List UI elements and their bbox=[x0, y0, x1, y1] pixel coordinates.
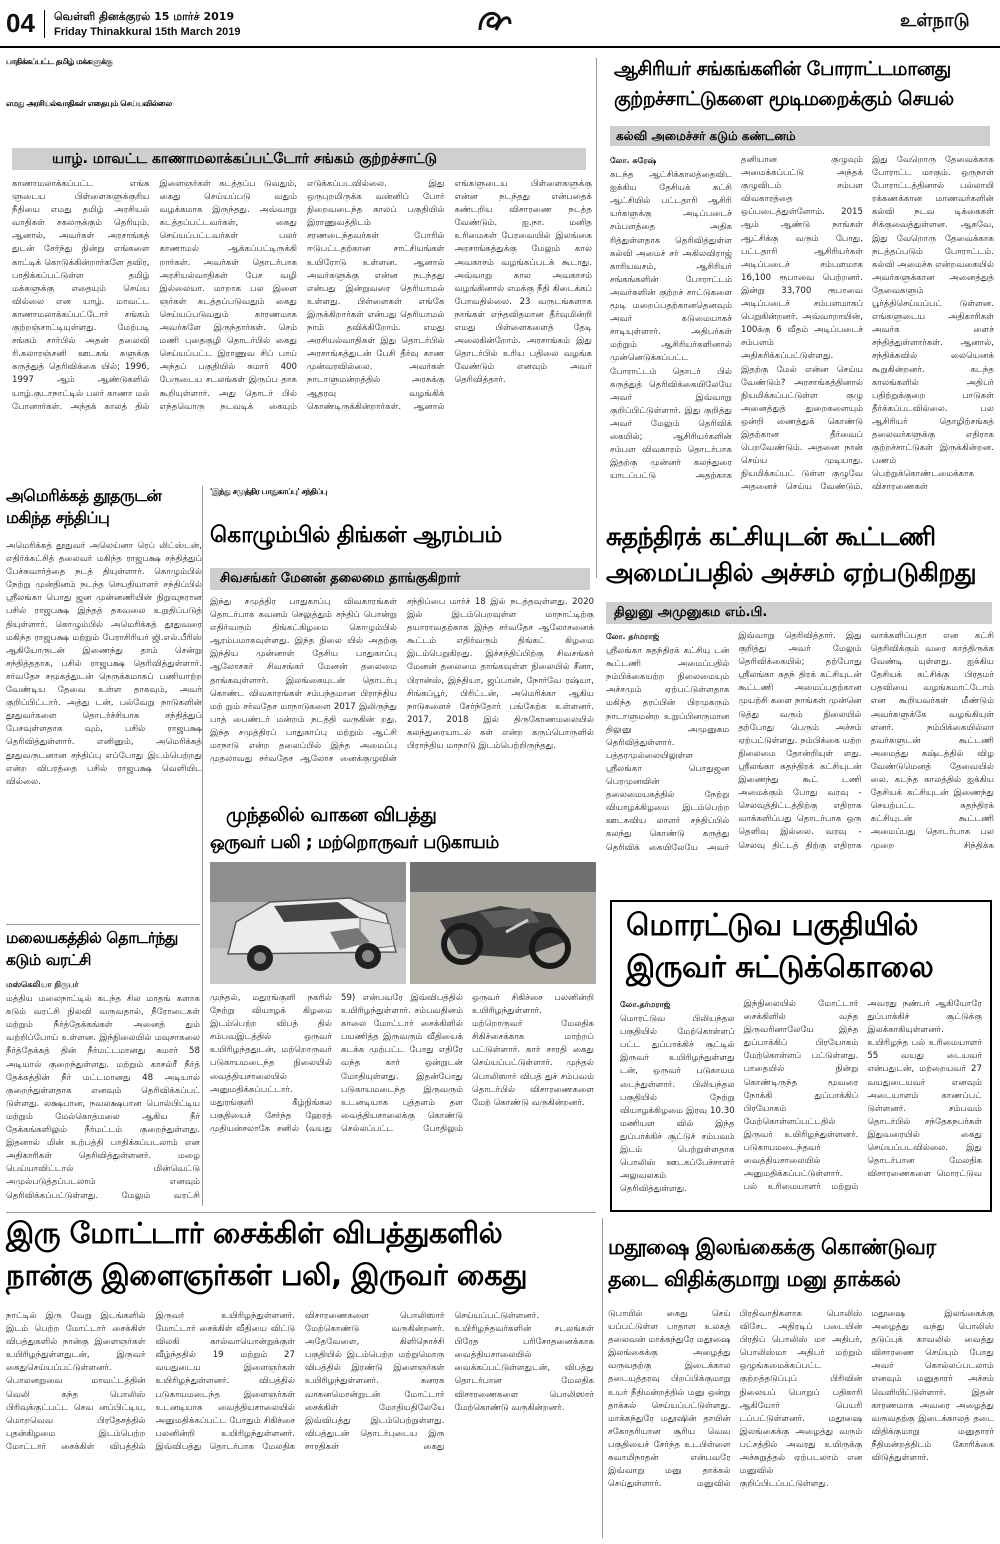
article-mundal-accident bbox=[210, 806, 596, 1206]
headline-line-1: மொரட்டுவ பகுதியில் bbox=[626, 908, 919, 943]
headline-line-1: 'இந்து சமுத்திர பாதுகாப்பு' சந்திப்பு bbox=[210, 487, 328, 496]
article-slfp bbox=[600, 524, 996, 864]
subheadline: கல்வி அமைச்சர் கடும் கண்டனம் bbox=[610, 126, 990, 146]
headline-line-1: சுதந்திரக் கட்சியுடன் கூட்டணி bbox=[606, 522, 936, 551]
article-motorcycle bbox=[6, 1218, 596, 1540]
headline-line-1: அமெரிக்கத் தூதருடன் bbox=[6, 486, 162, 505]
date-english: Friday Thinakkural 15th March 2019 bbox=[54, 26, 241, 38]
masthead-divider bbox=[44, 10, 45, 38]
headline-line-1: பாதிக்கப்பட்ட தமிழ் மக்களுக்கு bbox=[6, 57, 113, 66]
brand-logo-icon bbox=[476, 6, 514, 38]
article-body: டுபாயில் கைது செய் யப்பட்டுள்ள பாதாள உலகத் தலைவன் மாக்கந்துரே மதூஷை இலங்கைக்கு அழைத்து வருவதற்கு இடைக்கால தடையுத்தரவு பிறப்பிக்குமாறு உயர் நீதிமன்றத்தில் மனு ஒன்று தாக்கல் செய்யப்பட்டுள்ளது. மாக்கந்துரே மதூஷின் தாயின் சகோதரியான சூரிய வெவ பகுதியைச் சேர்ந்த உடபிள்ளை சுவாமிநாதன் என்பவரே இவ்வாறு மனு தாக்கல் செய்துள்ளார். மனுவில் பிரதிவாதிகளாக பொலிஸ் விசேட அதிரடிப் படையின் பிரதிப் பொலிஸ் மா அதிபர், பொலிஸ்மா அதிபர் மற்றும் ஒழுங்கமைக்கப்பட்ட குற்றத்தடுப்புப் பிரிவின் நிலையப் பொறுப் பதிகாரி ஆகியோர் பெயரி டப்பட்டுள்ளனர். மதூஷை இலங்கைக்கு அழைத்து வரும் பட்சத்தில் அவரது உயிருக்கு அச்சுறுத்தல் ஏற்படலாம் என மனுவில் குறிப்பிடப்பட்டுள்ளது. மதூஷை இலங்கைக்கு அழைத்து வந்து பொலிஸ் தடுப்புக் காவலில் வைத்து விசாரணை செய்யும் போது அவர் கொல்லப்படலாம் எனவும் மனுதாரர் அச்சம் வெளியிட்டுள்ளார். இதன் காரணமாக அவரை அழைத்து வருவதற்கு இடைக்காலத் தடை விதிக்குமாறு மனுதாரர் நீதிமன்றத்திடம் கோரிக்கை விடுத்துள்ளார். bbox=[608, 1309, 994, 1490]
article-text: மொரட்டுவ பிலியந்தல பகுதியில் மேற்கொள்ளப் பட்ட துப்பாக்கிச் சூட்டில் இருவர் உயிரிழந்துள்ளது டன், ஒருவர் படுகாயம டைந்துள்ளார். பிலியந்தல பகுதியில் நேற்று வியாழக்கிழமை இரவு 10.30 மணியள வில் இந்த துப்பாக்கிச் சூட்டுச் சம்பவம் இடம் பெற்றுள்ளதாக பொலிஸ் ஊடகப்பேச்சாளர் அலுவலகம் தெரிவித்துள்ளது. இந்நிலையில் மோட்டார் சைக்கிளில் வந்த இருவரினாலேயே இந்த துப்பாக்கிப் பிரயோகம் மேற்கொள்ளப் பட்டுள்ளது. பாதையில் நின்று கொண்டிருந்த மூவரை நோக்கி துப்பாக்கிப் பிரயோகம் மேற்கொள்ளப்பட்டதில் இருவர் உயிரிழந்துள்ளனர். படுகாயமடைந்தவர் வைத்தியசாலையில் அனுமதிக்கப்பட்டுள்ளார். பல் உரிமையாளர் மற்றும் அவரது நண்பர் ஆகியோரே துப்பாக்கிச் சூட்டுக்கு இலக்காகியுள்ளனர். உயிரிழந்த பல் உரிமையாளர் 55 வயது டையவர் என்பதுடன், மற்றையவர் 27 வயதுடையவர் எனவும் அடையாளம் காணப்பட் டுள்ளனர். சம்பவம் தொடர்பில் சந்தேகநபர்கள் இதுவரையில் கைது செய்யப்படவில்லை. இது தொடர்பான மேலதிக விசாரணைகளை மொரட்டுவ bbox=[620, 999, 982, 1195]
accident-motorcycle-photo bbox=[410, 862, 596, 984]
article-body bbox=[606, 630, 994, 860]
article-text: கடந்த ஆட்சிக்காலத்தைவிட ஐக்கிய தேசியக் கட்சி ஆட்சியில் பட்டதாரி ஆசிரி யர்களுக்கு அடிப்படைச் சம்பளத்தை அதிக ரித்துள்ளதாக தெரிவித்துள்ள கல்வி அமைச் சர் அகிலவிராஜ் காரியவசம், ஆசிரியர் சங்கங்களின் போராட்டம் அவர்களின் குற்றச் சாட்டுகளை மூடி மறைப்பதற்கானதெனவும் அவர் கடுமையாகச் சாடியுள்ளார். அதிபர்கள் மற்றும் ஆசிரியர்களினால் முன்னெடுக்கப்பட்ட போராட்டம் தொடர் பில் கருத்துத் தெரிவிக்கையிலேயே அவர் இவ்வாறு குறிப்பிட்டுள்ளார். இது குறித்து அவர் மேலும் தெரிவிக் கையில்; ஆசிரியர்களின் சம்பள விவகாரம் தொடர்பாக இதற்கு முன்னர் கலந்துரை யாடப்பட்டு அதற்காக தனியான குழுவும் அமைக்கப்பட்டு அந்தக் குழுவிடம் சம்பள விவகாரத்தை ஒப்படைத்துள்ளோம். 2015 ஆம் ஆண்டு நாங்கள் ஆட்சிக்கு வரும் போது, பட்டதாரி ஆசிரியர்கள் அடிப்படைச் சம்பளமாக 16,100 ரூபாவை பெற்றனர். இன்று 33,700 ரூபாவை அடிப்படைச் சம்பளமாகப் பெறுகின்றனர். அவ்வாறாயின், 100க்கு 6 வீதம் அடிப்படைச் சம்பளம் அதிகரிக்கப்பட்டுள்ளது. இதற்கு மேல் என்ன செய்ய வேண்டும்? அரசாங்கத்தினால் நியமிக்கப்பட்டுள்ள குழு அனைத்துத் துறைகளையும் ஒன்றி ணைத்துக் கொண்டு இதற்கான தீர்வைப் பெறவேண்டும். அதனை நான் செய்ய முடியாது. நியமிக்கப்பட் டுள்ள குழுவே அதனைச் செய்ய வேண்டும். இது வேறொரு தேவைக்காக போராட்ட மாகும். ஒருநாள் போராட்டத்தினால் பல்லாயி ரக்கணக்கான மாணவர்களின் கல்வி நடவ டிக்கைகள் சிக்குவைத்துள்ளன. ஆகவே, இது வேறொரு தேவைக்காக நடத்தப்படும் போராட்டம். கல்வி அமைச்சு என்றவகையில் அவர்களுக்கான அனைத்துத் தேவைகளும் பூர்த்திசெய்யப்பட் டுள்ளன. எங்களுடைய அதிகாரிகள் அவர்க ளைச் சந்தித்துள்ளார்கள். ஆனால், சந்திக்கவில் லையெனக் கூறுகின்றனர். கடந்த காலங்களில் அதிபர் பதிற்றுக்குறை பாடுகள் தீர்க்கப்படவில்லை. பல ஆசிரியர் தொழிற்சங்கத் தலைவர்களுக்கு எதிராக குற்றச்சாட்டுகள் இருக்கின்றன. பணம் பெற்றுக்கொண்டமைக்காக விசாரணைகள் bbox=[610, 155, 994, 493]
article-indian-ocean bbox=[210, 488, 596, 788]
article-tamil-people bbox=[6, 58, 592, 438]
headline-line-2: தடை விதிக்குமாறு மனு தாக்கல் bbox=[608, 1267, 901, 1291]
column-divider bbox=[202, 486, 203, 1206]
headline-line-1: இரு மோட்டார் சைக்கிள் விபத்துகளில் bbox=[6, 1216, 503, 1250]
byline: லோ.தர்மராஜ் bbox=[620, 1000, 671, 1009]
column-divider bbox=[596, 58, 597, 578]
headline-line-2: இருவர் சுட்டுக்கொலை bbox=[626, 950, 934, 985]
byline: லோ. தர்மராஜ் bbox=[606, 632, 660, 641]
masthead bbox=[0, 0, 1000, 50]
headline-line-2: மகிந்த சந்திப்பு bbox=[6, 508, 110, 527]
headline-line-2: எமது அரசியல்வாதிகள் எதையும் செய்யவில்லை bbox=[6, 99, 172, 108]
date-tamil: வெள்ளி தினக்குரல் 15 மார்ச் 2019 bbox=[54, 10, 235, 23]
headline-line-2: நான்கு இளைஞர்கள் பலி, இருவர் கைது bbox=[6, 1258, 527, 1292]
article-body bbox=[610, 154, 994, 496]
column-divider bbox=[602, 1218, 603, 1538]
subheadline: திலுனு அமுனுகம எம்.பி. bbox=[606, 602, 992, 624]
article-us-ambassador bbox=[6, 488, 206, 918]
headline-line-2: கொழும்பில் திங்கள் ஆரம்பம் bbox=[210, 523, 502, 548]
article-text: ஸ்ரீலங்கா சுதந்திரக் கட்சியு டன் கூட்டணி அமைப்பதில் நம்பிக்கையற்ற நிலைமையும் அச்சமும் ஏற்பட்டுள்ளதாக மகிந்த தரப்பின் பிரமுகரும் நாடாளுமன்ற உறுப்பினருமான திலுனு அமுனுகம தெரிவித்துள்ளார். பத்தரமுல்லையிலுள்ள ஸ்ரீலங்கா பொதுஜன பெரமுனவின் தலைமையகத்தில் நேற்று வியாழக்கிழமை இடம்பெற்ற ஊடகவிய லாளர் சந்திப்பில் கலந்து கொண்டு கருத்து தெரிவிக் கையிலேயே அவர் இவ்வாறு தெரிவித்தார். இது குறித்து அவர் மேலும் தெரிவிக்கையில்; தற்போது ஸ்ரீலங்கா சுதந் திரக் கட்சியுடன் கூட்டணி அமைப்பதற்கான முயற்சி களை நாங்கள் முன்னெ டுத்து வரும் நிலையில் தற்போது பெரும் அச்சம் ஏற்பட்டுள்ளது. நம்பிக்கை யற்ற நிலைமை தோன்றியுள் ளது. ஸ்ரீலங்கா சுதந்திரக் கட்சியுடன் இணைந்து கூட் டணி அமைக்கும் போது வரவு - செலவுத்திட்டத்திற்கு எதிராக வாக்களிப்பது தொடர்பாக ஒரு தெளிவு இல்லை. வரவு - செலவு திட்டத் திற்கு எதிராக வாக்களிப்பதா என கட்சி தெரிவிக்கும் வரை காத்திருக்க வேண்டி யுள்ளது. ஐக்கிய தேசியக் கட்சிக்கு பிரதமர் பதவியை வழங்கமாட்டோம் என கூறியவர்கள் மீண்டும் அவர்களுக்கே வழங்கியுள் ளனர். நம்பிக்கையில்லா தவர்களுடன் கூட்டணி அமைத்து கஷ்டத்தில் விழ வேண்டுமெனத் தேவையில் லை. கடந்த காலத்தில் ஐக்கிய தேசியக் கட்சியுடன் இணைந்து செயற்பட்ட சுதந்திரக் கட்சியுடன் கூட்டணி அமைப்பது தொடர்பாக பல முறை சிந்திக்க bbox=[606, 631, 994, 853]
headline-line-2: குற்றச்சாட்டுகளை மூடிமறைக்கும் செயல் bbox=[614, 88, 954, 110]
masthead-rule bbox=[0, 46, 1000, 48]
article-body bbox=[620, 998, 982, 1204]
headline-line-2: கடும் வரட்சி bbox=[6, 951, 91, 969]
byline: மஸ்கெலியா நிருபர் bbox=[6, 980, 79, 989]
article-body: அமெரிக்கத் தூதுவர் அலெய்னா ரெப் லிட்ஸ்டன், எதிர்க்கட்சித் தலைவர் மகிந்த ராஜபக்ஷ சந்தித்துப் பேச்சுவார்த்தை நடத் தியுள்ளார். கொழும்பில் நேற்று முன்தினம் நடந்த செயதியாளர் சந்திப்பில் ஸ்ரீலங்கா பொது ஜன முன்னணியின் நிறுவுநரான பசில் ராஜபக்ஷ இந்தத் தகவலை உறுதிப்படுத் தியுள்ளார். கொழும்பில் அமெரிக்கத் தூதுவரை மகிந்த ராஜபக்ஷ மற்றும் பேராசிரியர் ஜி.எல்.பீரிஸ் ஆகியோருடன் இணைந்து தாம் சென்று சந்தித்ததாக, பசில் ராஜபக்ஷ தெரிவித்துள்ளார். சர்வதேச சமூகத்துடன் நெருக்கமாகப் பணியாற்ற வேண்டிய தேவை உள்ள தாகவும், அவர் குறிப்பிட்டார். அத்து டன், பல்வேறு நாடுகளின் தூதுவர்களை தொடர்ச்சியாக சந்தித்துப் பேசவுள்ளதாக வும், பசில் ராஜபக்ஷ தெரிவித்துள்ளார். எனினும், அமெரிக்கத் தூதுவருடனான சந்திப்பு எப்போது இடம்பெற்றது என்ற விபரத்தை பசில் ராஜபக்ஷ வெளியிட வில்லை. bbox=[6, 541, 202, 787]
headline-line-2: ஒருவர் பலி ; மற்றொருவர் படுகாயம் bbox=[210, 833, 499, 853]
article-body bbox=[6, 978, 200, 1202]
headline-line-1: ஆசிரியர் சங்கங்களின் போராட்டமானது bbox=[614, 58, 951, 80]
article-text: மத்திய மலைநாட்டில் கடந்த சில மாதங் களாக கடும் வரட்சி நிலவி வருவதால், நீரோடைகள் மற்றும் நீர்த்தேக்கங்கள் அனைத் தும் வற்றிப்போய் உள்ளன. இந்நிலையில் மவுசாகலை நீர்த்தேக்கத் தின் நீர்மட்டமானது சுமார் 58 அடியால் குறைந்துள்ளது. மற்றும் காசல்ரீ நீர்த் தேக்கத்தின் நீர் மட்டமானது 48 அடியால் குறைந்துள்ளதாக எனவும் தெரிவிக்கப்பட் டுள்ளது. லக்ஷபான, நவலக்ஷபான பொல்பிட்டிய மற்றும் மேல்கொத்மலை ஆகிய நீர் தேக்கங்களிலும் நீர்மட்டம் குறைந்துள்ளது. இதனால் மின் உற்பத்தி பாதிக்கப்படலாம் என அதிகாரிகள் தெரிவித்துள்ளனர். மழை பெய்யாவிட்டால் மின்வெட்டு அமுல்படுத்தப்படலாம் எனவும் தெரிவிக்கப்பட்டுள்ளது. மேலும் வரட்சி bbox=[6, 994, 200, 1201]
article-body: இந்து சமுத்திர பாதுகாப்பு விவகாரங்கள் தொடர்பாக கவனம் செலுத்தும் சந்திப் பொன்று எதிர்வரும் திங்கட்கிழமை கொழும்பில் ஆரம்பமாகவுள்ளது. இந்த நிலை யில் அதற்கு இந்திய முன்னாள் தேசிய பாதுகாப்பு ஆலோசகர் சிவசங்கர் மேனன் தலைமை தாங்கவுள்ளார். இலங்கையுடன் தொடர்பு கொண்ட விவகாரங்கள் சம்பந்தமான பிராந்திய மற் றும் சர்வதேச மாநாடுகளை 2017 இலிருந்து பாத் பைண்டர் மன்றம் நடத்தி வருகின் றது. இந்த சமுத்திரப் பாதுகாப்பு மற்றும் ஆட்சி மாநாடு என்ற தலைப்பில் இந்த அமைப்பு முதலாவது சர்வதேச ஆலோச னைக்குழுவின் சந்திப்பை மார்ச் 18 இல் நடத்தவுள்ளது. 2020 இல் இடம்பெறவுள்ள மாநாட்டிற்கு தயாராவதற்காக இந்த சர்வதேச ஆலோசனைக் கூட்டம் எதிர்வரும் திங்கட் கிழமை இடம்பெறுகிறது. இச்சந்திப்பிற்கு சிவசங்கர் மேனன் தலைமை தாங்கவுள்ள நிலையில் சீனா, பிரான்ஸ், இந்தியா, ஜப்பான், நோர்வே ரஷ்யா, சிங்கப்பூர், பிரிட்டன், அமெரிக்கா ஆகிய நாடுகளைச் சேர்ந்தோர் பங்கேற்க உள்ளனர். 2017, 2018 இல் திருகோணமலையில் கலந்துரையாடல் கள் என்ற கருப்பொருளில் பிராந்திய மாநாடு இடம்பெற்றிருந்தது. bbox=[210, 597, 594, 765]
section-name: உள்நாடு bbox=[900, 10, 970, 31]
article-teachers bbox=[602, 60, 996, 500]
article-moratuwa-box bbox=[610, 900, 992, 1212]
headline-line-2: அமைப்பதில் அச்சம் ஏற்படுகிறது bbox=[606, 558, 977, 587]
subheadline: யாழ். மாவட்ட காணாமலாக்கப்பட்டோர் சங்கம் குற்றச்சாட்டு bbox=[12, 148, 586, 170]
headline-line-1: மலையகத்தில் தொடர்ந்து bbox=[6, 929, 178, 947]
byline: லோ. சுரேஷ் bbox=[610, 156, 657, 165]
article-body: நாட்டில் இரு வேறு இடங்களில் இடம் பெற்ற மோட்டார் சைக்கிள் விபத்துகளில் நான்கு இளைஞர்கள் உயிரிழந்துள்ளதுடன், இருவர் கைதுசெய்யப்பட்டுள்ளனர். பொலனறுவை மாவட்டத்தின் வெலி கந்த பொலிஸ் பிரிவுக்குட்பட்ட செவ னப்பிட்டிய, மொறவெவ பிரதேசத்தில் புதன்கிழமை இடம்பெற்ற மோட்டார் சைக்கிள் விபத்தில் இருவர் உயிரிழந்துள்ளனர். மோட்டார் சைக்கிள் வீதியை விட்டு விலகி கால்வாயொன்றுக்குள் வீழ்ந்ததில் 19 மற்றும் 27 வயதுடைய இளைஞர்கள் உயிரிழந்துள்ளனர். விபத்தில் படுகாயமடைந்த இளைஞர்கள் உடனடியாக வைத்தியசாலையில் அனுமதிக்கப்பட்ட போதும் சிகிச்சை பலனின்றி உயிரிழந்துள்ளனர். இவ்விபத்து தொடர்பாக மேலதிக விசாரணைகளை பொலிஸார் மேற்கொண்டு வருகின்றனர். அதேவேளை, கிளிநொச்சி பகுதியில் இடம்பெற்ற மற்றுமொரு விபத்தில் இரண்டு இளைஞர்கள் உயிரிழந்துள்ளனர். கனரக வாகனமொன்றுடன் மோட்டார் சைக்கிள் மோதியதிலேயே இவ்விபத்து இடம்பெற்றுள்ளது. விபத்துடன் தொடர்புடைய இரு சாரதிகள் கைது செய்யப்பட்டுள்ளனர். உயிரிழந்தவர்களின் சடலங்கள் பிரேத பரிசோதனைக்காக வைத்தியசாலையில் வைக்கப்பட்டுள்ளதுடன், விபத்து தொடர்பான மேலதிக விசாரணைகளை பொலிஸார் மேற்கொண்டு வருகின்றனர். bbox=[6, 1311, 594, 1452]
headline-line-1: மதூஷை இலங்கைக்கு கொண்டுவர bbox=[608, 1235, 936, 1259]
article-body: முந்தல், மதுரங்குளி நகரில் நேற்று வியாழக் கிழமை இடம்பெற்ற விபத் தில் சம்பவஇடத்தில் ஒருவர் உயிரிழந்ததுடன், மற்றொருவர் படுகாயமடைந்த நிலையில் வைத்தியசாலையில் அனுமதிக்கப்பட்டார். மதுரங்குளி கீழ்நிங்கல பகுதியைச் சேர்ந்த ஹேரத் முதியன்சலாகே சனில் (வயது 59) என்பவரே இவ்விபத்தில் உயிரிழந்துள்ளார். சம்பவதினம் காலை மோட்டார் சைக்கிளில் பயணித்த இருவரும் வீதியைக் கடக்க முற்பட்ட போது எதிரே வந்த கார் ஒன்றுடன் மோதியுள்ளது. இதன்போது படுகாயமடைந்த இருவரும் உடனடியாக புத்தளம் தள வைத்தியசாலைக்கு கொண்டு செல்லப்பட்ட போதிலும் ஒருவர் சிகிச்சை பலனின்றி உயிரிழந்துள்ளார். மற்றொருவர் மேலதிக சிகிச்சைக்காக மாற்றப் பட்டுள்ளார். கார் சாரதி கைது செய்யப்பட்டுள்ளார். முந்தல் பொலிஸார் விபத் துச் சம்பவம் தொடர்பில் விசாரணைகளை மேற் கொண்டு வருகின்றனர். bbox=[210, 993, 594, 1134]
accident-car-photo bbox=[210, 862, 406, 984]
section-rule bbox=[6, 1212, 596, 1213]
section-rule bbox=[6, 924, 200, 925]
article-madush bbox=[608, 1236, 996, 1540]
headline-line-1: முந்தலில் வாகன விபத்து bbox=[226, 804, 437, 826]
page-number: 04 bbox=[6, 8, 35, 38]
article-hill-drought bbox=[6, 930, 200, 1206]
subheadline: சிவசங்கர் மேனன் தலைமை தாங்குகிறார் bbox=[210, 568, 590, 590]
article-body: காணாமலாக்கப்பட்ட எங்க ளுடைய பிள்ளைகளுக்குரிய நீதியை எமது தமிழ் அரசியல் வாதிகள் சகலருக்கும் தெரியும். ஆனால், அவர்கள் அரசாங்கத் துடன் சேர்ந்து நின்று எங்களை காட்டிக் கொடுக்கின்றார்களே தவிர, பாதிக்கப்பட்டுள்ள தமிழ் மக்களுக்கு எதையும் செய்ய வில்லை என யாழ். மாவட்ட காணாமலாக்கப்பட்டோர் சங்கம் குற்றஞ்சாட்டியுள்ளது. மேற்படி சங்கம் சார்பில் அதன் தலைவி ரி.கலாரஞ்சனி ஊடகங் களுக்கு கருத்துத் தெரிவிக்கை யில்; 1996, 1997 ஆம் ஆண்டுகளில் யாழ்.குடாநாட்டில் பலர் காணா மல் போனார்கள். அந்தக் காலத் தில் இளைஞர்கள் கடத்தப்ப டுவதும், கைது செய்யப்படு வதும் வழக்கமாக இருந்தது. அவ்வாறு கடத்தப்பட்டவர்கள், கைது செய்யப்பட்டவர்கள் பலர் காணாமல் ஆக்கப்பட்டிருக்கி றார்கள். அவர்கள் தொடர்பாக அரசியல்வாதிகள் பேச வழி இல்லையா. மாறாக பல இளை ஞர்கள் கடத்தப்படுவதும் கைது செய்யப்படுவதும் காரணமாக அவர்களே இருந்தார்கள். செம் மணி புதைகுழி தொடர்பில் கைது செய்யப்பட்ட இராணுவ சிப் பாய் அந்தப் பகுதியில் சுமார் 400 பேருடைய சடலங்கள் இருப்ப தாக கூறியுள்ளார். அது தொடர் பில் எந்தவொரு நடவடிக் கையும் எடுக்கப்படவில்லை. இது ஒருபுறமிருக்க வன்னிப் போர் நிறைவடைந்த காலப் பகுதியில் இராணுவத்திடம் சரணடைந்தவர்கள் போரில் ஈடுபட்டதற்கான சாட்சியங்கள் உயிரோடு உள்ளன. ஆனால் அவர்களுக்கு என்ன நடந்தது என்பது இன்றுவரை தெரியாமல் உள்ளது. பிள்ளைகள் எங்கே இருக்கிறார்கள் என்பது தெரியாமல் நாம் தவிக்கிறோம். எமது அரசியல்வாதிகள் இது தொடர்பில் அரசாங்கத்துடன் பேசி தீர்வு காண முன்வரவில்லை. அவர்கள் நாடாளுமன்றத்தில் அரசுக்கு ஆதரவு வழங்கிக் கொண்டிருக்கின்றார்கள். ஆனால் எங்களுடைய பிள்ளைகளுக்கு என்ன நடந்தது என்பதைக் கண்டறிய விசாரணை நடத்த வேண்டும். ஐ.நா. மனித உரிமைகள் பேரவையில் இலங்கை அரசாங்கத்துக்கு மேலும் கால அவகாசம் வழங்கப்படக் கூடாது. அவ்வாறு கால அவகாசம் வழங்கினால் எமக்கு நீதி கிடைக்கப் போவதில்லை. 23 வருடங்களாக நாங்கள் எந்தவிதமான தீர்வுமின்றி எமது பிள்ளைகளைத் தேடி அலைகின்றோம். அரசாங்கம் இது தொடர்பில் உரிய பதிலை வழங்க வேண்டும் எனவும் அவர் தெரிவித்தார். bbox=[12, 179, 592, 412]
